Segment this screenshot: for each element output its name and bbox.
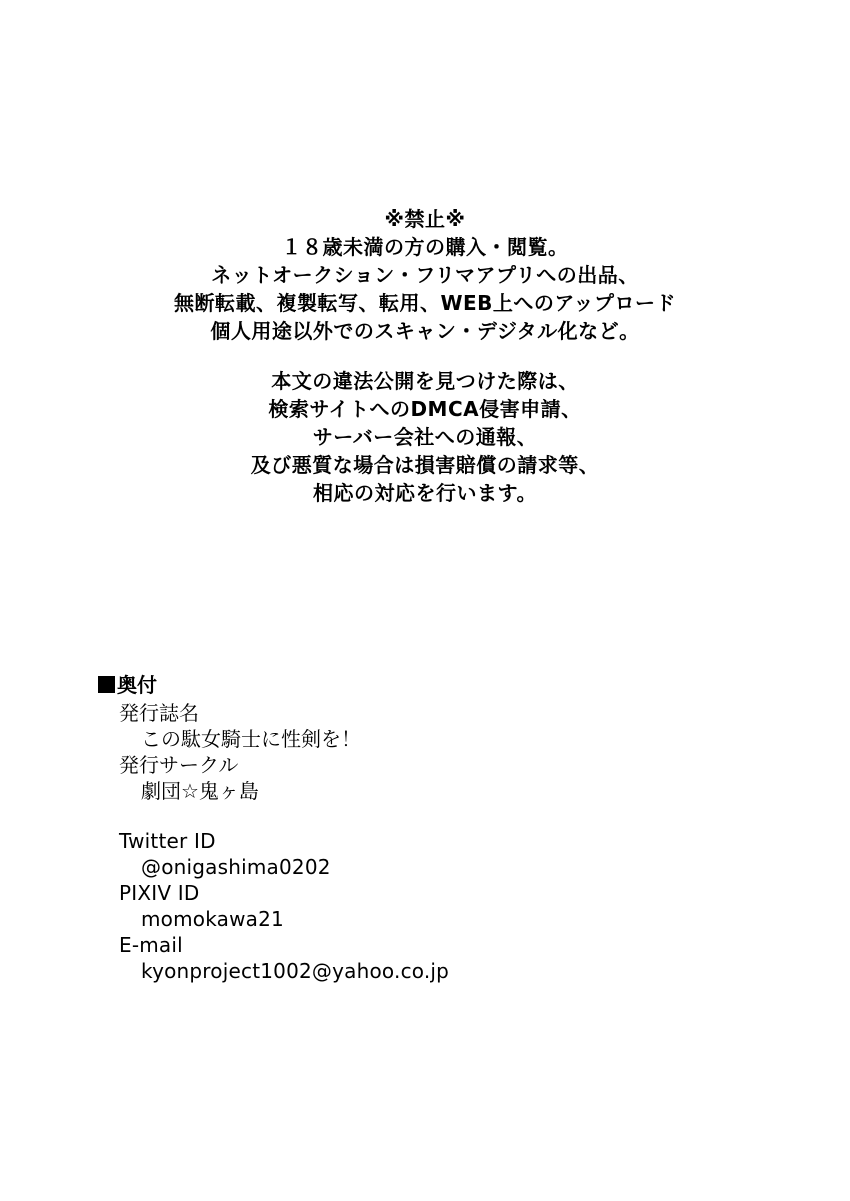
black-square-icon xyxy=(98,676,115,693)
email-label: E-mail xyxy=(119,933,183,957)
prohibition-notice xyxy=(0,205,850,345)
colophon-heading xyxy=(98,672,449,698)
twitter-value: @onigashima0202 xyxy=(141,855,331,879)
title-label: 発行誌名 xyxy=(119,701,199,725)
legal-action-notice xyxy=(0,367,850,507)
pixiv-value: momokawa21 xyxy=(141,907,284,931)
title-value: この駄女騎士に性剣を！ xyxy=(141,727,361,751)
notice-line: サーバー会社への通報、 xyxy=(312,425,538,449)
notice-line: 無断転載、複製転写、転用、WEB上へのアップロード xyxy=(173,291,677,315)
notice-line: 及び悪質な場合は損害賠償の請求等、 xyxy=(250,453,600,477)
pixiv-label: PIXIV ID xyxy=(119,881,200,905)
notice-line: １８歳未満の方の購入・閲覧。 xyxy=(281,235,569,259)
notice-line: 個人用途以外でのスキャン・デジタル化など。 xyxy=(210,319,640,343)
notice-line: 相応の対応を行います。 xyxy=(313,481,537,505)
circle-value: 劇団☆鬼ヶ島 xyxy=(141,779,259,803)
colophon xyxy=(98,672,449,984)
email-value: kyonproject1002@yahoo.co.jp xyxy=(141,959,450,983)
notice-line: ※禁止※ xyxy=(384,207,466,231)
notice-line: ネットオークション・フリマアプリへの出品、 xyxy=(211,263,639,287)
notice-line: 検索サイトへのDMCA侵害申請、 xyxy=(268,397,582,421)
colophon-heading-text: 奥付 xyxy=(117,673,157,697)
notice-line: 本文の違法公開を見つけた際は、 xyxy=(271,369,579,393)
twitter-label: Twitter ID xyxy=(119,829,216,853)
spacer xyxy=(98,804,449,828)
circle-label: 発行サークル xyxy=(119,753,239,777)
